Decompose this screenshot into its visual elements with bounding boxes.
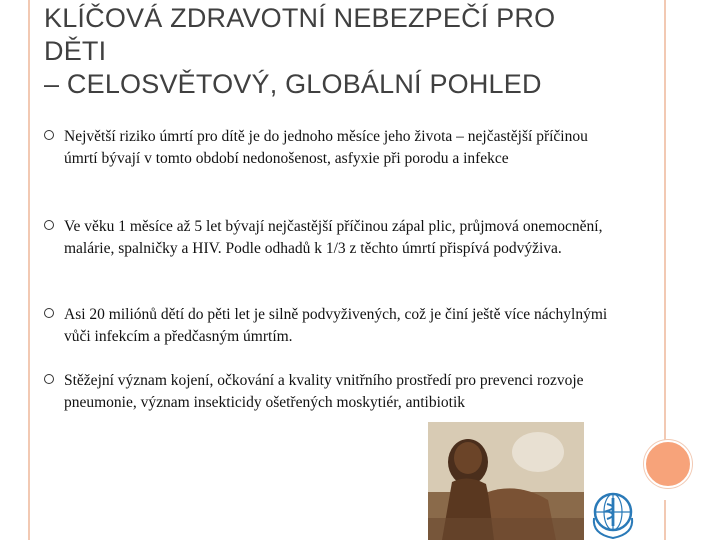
title-line: – CELOSVĚTOVÝ, GLOBÁLNÍ POHLED [44,69,542,99]
bullet-text: Největší riziko úmrtí pro dítě je do jednoho měsíce jeho života – nejčastější příčinou úmrtí bývají v tomto období nedonošenost, asfyxie při porodu a infekce [64,128,588,167]
hollow-circle-bullet-icon [44,220,54,230]
bullet-item [44,370,624,413]
bullet-text: Ve věku 1 měsíce až 5 let bývají nejčastější příčinou zápal plic, průjmová onemocnění, malárie, spalničky a HIV. Podle odhadů k 1/3 z těchto úmrtí přispívá podvýživa. [64,218,603,257]
title-line: KLÍČOVÁ ZDRAVOTNÍ NEBEZPEČÍ PRO [44,3,556,33]
who-emblem-icon [588,488,638,540]
hollow-circle-bullet-icon [44,130,54,140]
child-photo-illustration [428,422,584,540]
slide-frame-right-lower [664,500,666,540]
bullet-item [44,216,624,259]
hollow-circle-bullet-icon [44,374,54,384]
slide-title [44,2,644,101]
bullet-text: Stěžejní význam kojení, očkování a kvality vnitřního prostředí pro prevenci rozvoje pneumonie, význam insekticidy ošetřených moskytiér, antibiotik [64,372,584,411]
hollow-circle-bullet-icon [44,308,54,318]
child-photo [428,422,584,540]
title-line: DĚTI [44,36,107,66]
slide-frame-right [664,0,666,440]
bullet-item [44,126,624,169]
slide-frame-left [28,0,30,540]
bullet-item [44,304,624,347]
bullet-text: Asi 20 miliónů dětí do pěti let je silně podvyživených, což je činí ještě více náchylnými vůči infekcím a předčasným úmrtím. [64,306,608,345]
decorative-circle [644,440,692,488]
